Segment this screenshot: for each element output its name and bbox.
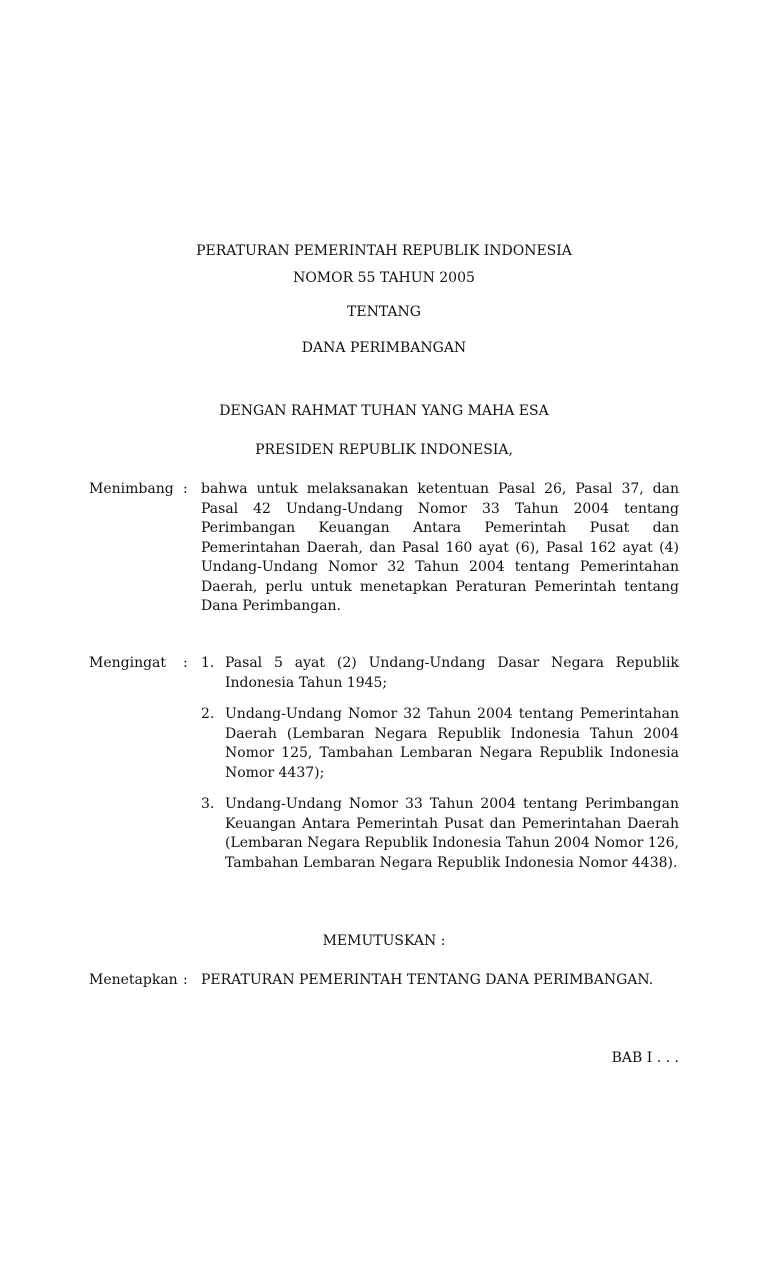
preamble-invocation: DENGAN RAHMAT TUHAN YANG MAHA ESA — [219, 403, 549, 419]
list-item-number: 2. — [201, 706, 215, 722]
memutuskan-heading: MEMUTUSKAN : — [322, 933, 446, 949]
list-item-text: Undang-Undang Nomor 32 Tahun 2004 tentang Pemerintahan Daerah (Lembaran Negara Republik Indonesia Tahun 2004 Nomor 125, Tambahan Lembaran Negara Republik Indonesia Nomor 4437); — [225, 706, 679, 781]
menimbang-label: Menimbang — [89, 481, 174, 497]
menetapkan-label: Menetapkan — [89, 972, 178, 988]
menetapkan-text: PERATURAN PEMERINTAH TENTANG DANA PERIMBANGAN. — [201, 972, 654, 988]
list-item-text: Undang-Undang Nomor 33 Tahun 2004 tentang Perimbangan Keuangan Antara Pemerintah Pusat dan Pemerintahan Daerah (Lembaran Negara Republik Indonesia Tahun 2004 Nomor 126, Tambahan Lembaran Negara Republik Indonesia Nomor 4438). — [225, 796, 679, 871]
preamble-president: PRESIDEN REPUBLIK INDONESIA, — [255, 442, 513, 458]
regulation-subject: DANA PERIMBANGAN — [301, 340, 467, 356]
menimbang-text: bahwa untuk melaksanakan ketentuan Pasal 26, Pasal 37, dan Pasal 42 Undang-Undang Nomor 33 Tahun 2004 tentang Perimbangan Keuangan Antara Pemerintah Pusat dan Pemerintahan Daerah, dan Pasal 160 ayat (6), Pasal 162 ayat (4) Undang-Undang Nomor 32 Tahun 2004 tentang Pemerintahan Daerah, perlu untuk menetapkan Peraturan Pemerintah tentang Dana Perimbangan. — [201, 481, 679, 614]
mengingat-list — [201, 654, 679, 873]
mengingat-label: Mengingat — [89, 655, 167, 671]
regulation-title: PERATURAN PEMERINTAH REPUBLIK INDONESIA — [196, 243, 572, 259]
regulation-number: NOMOR 55 TAHUN 2005 — [293, 270, 475, 286]
regulation-about: TENTANG — [347, 304, 421, 320]
list-item-number: 1. — [201, 655, 215, 671]
menimbang-section — [89, 480, 679, 620]
next-page-indicator: BAB I . . . — [611, 1050, 679, 1066]
list-item-text: Pasal 5 ayat (2) Undang-Undang Dasar Negara Republik Indonesia Tahun 1945; — [225, 655, 679, 691]
list-item — [201, 705, 679, 783]
list-item-number: 3. — [201, 796, 215, 812]
list-item — [201, 654, 679, 693]
mengingat-section — [89, 654, 679, 904]
list-item — [201, 795, 679, 873]
menetapkan-colon: : — [183, 972, 188, 988]
menimbang-colon: : — [183, 481, 188, 497]
mengingat-colon: : — [183, 655, 188, 671]
menetapkan-section — [89, 971, 679, 993]
